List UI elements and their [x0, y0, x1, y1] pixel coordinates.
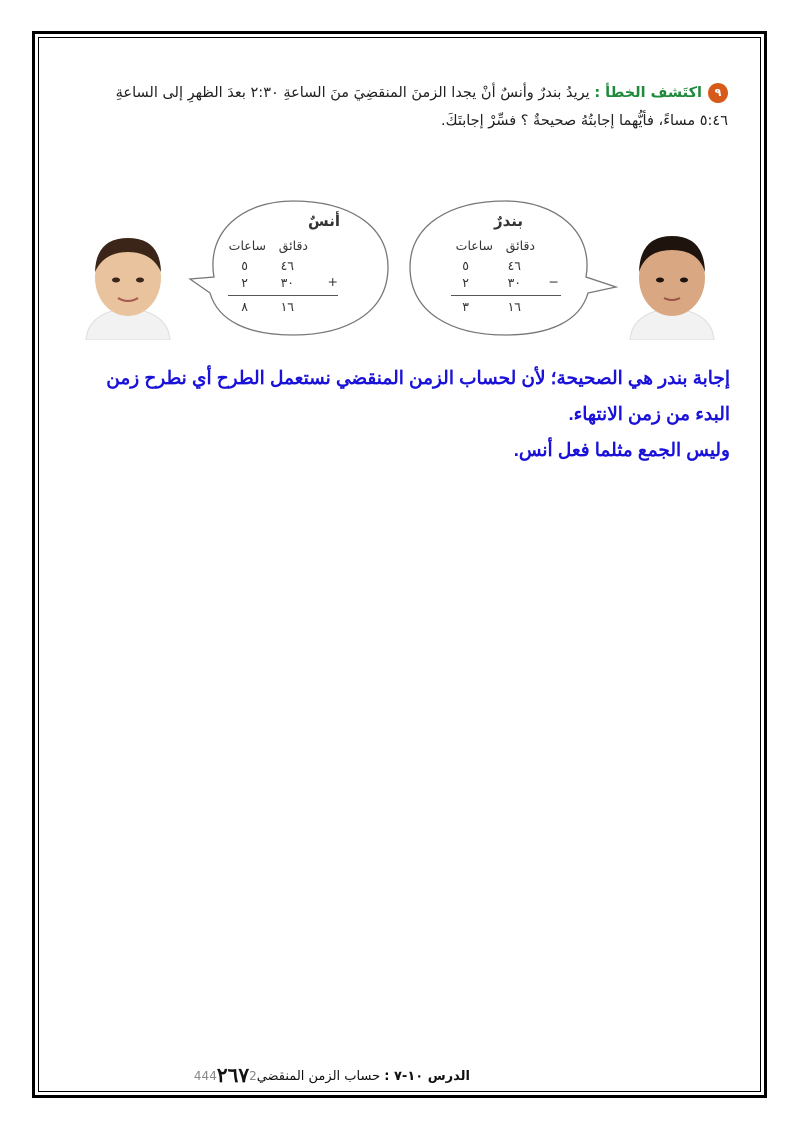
footer-title: حساب الزمن المنقضي — [256, 1069, 381, 1084]
problem-lead: اكتَشف الخطأ : — [594, 85, 702, 101]
anas-row2-min: ٣٠ — [280, 275, 294, 290]
bandar-name: بندرٌ — [493, 212, 523, 230]
problem-text: يريدُ بندرٌ وأنسٌ أنْ يجدا الزمنَ المنقضِيَ منَ الساعةِ ٢:٣٠ بعدَ الظهرِ إلى الساعةِ ٥:٤٦ مساءً، فأيُّهما إجابتُهُ صحيحةٌ ؟ فسِّرْ إجابتَكَ. — [115, 85, 728, 129]
bandar-photo — [622, 228, 722, 340]
footer-edge: 2 — [249, 1069, 257, 1083]
anas-row1-min: ٤٦ — [280, 258, 294, 273]
footer-trail: 444 — [193, 1069, 217, 1083]
answer-line-3: وليس الجمع مثلما فعل أنس. — [513, 439, 730, 460]
bandar-result-hr: ٣ — [462, 299, 469, 314]
page-footer — [50, 1063, 470, 1087]
anas-row2-hr: ٢ — [241, 275, 248, 290]
anas-name: أنسٌ — [308, 212, 340, 230]
anas-result-min: ١٦ — [280, 299, 294, 314]
bandar-col-minutes: دقائق — [505, 238, 535, 253]
bandar-result-min: ١٦ — [507, 299, 521, 314]
bandar-row1-hr: ٥ — [462, 258, 469, 273]
anas-row1-hr: ٥ — [241, 258, 248, 273]
bandar-col-hours: ساعات — [455, 238, 493, 253]
anas-result-hr: ٨ — [241, 299, 248, 314]
bandar-row1-min: ٤٦ — [507, 258, 521, 273]
anas-operator: + — [327, 274, 338, 289]
anas-photo — [78, 228, 178, 340]
anas-col-hours: ساعات — [228, 238, 266, 253]
answer-line-2: البدء من زمن الانتهاء. — [568, 403, 730, 424]
footer-lesson: الدرس ١٠-٧ : — [384, 1069, 470, 1084]
page-number: ٢٦٧ — [216, 1063, 250, 1087]
anas-col-minutes: دقائق — [278, 238, 308, 253]
bandar-operator: − — [548, 274, 559, 289]
comparison-figure — [70, 190, 730, 350]
answer-text — [70, 360, 730, 468]
bandar-row2-hr: ٢ — [462, 275, 469, 290]
anas-rule — [228, 295, 338, 296]
bandar-rule — [451, 295, 561, 296]
bandar-row2-min: ٣٠ — [507, 275, 521, 290]
question-number-badge: ٩ — [708, 83, 728, 103]
answer-line-1: إجابة بندر هي الصحيحة؛ لأن لحساب الزمن المنقضي نستعمل الطرح أي نطرح زمن — [106, 367, 730, 388]
problem-statement — [90, 79, 728, 135]
